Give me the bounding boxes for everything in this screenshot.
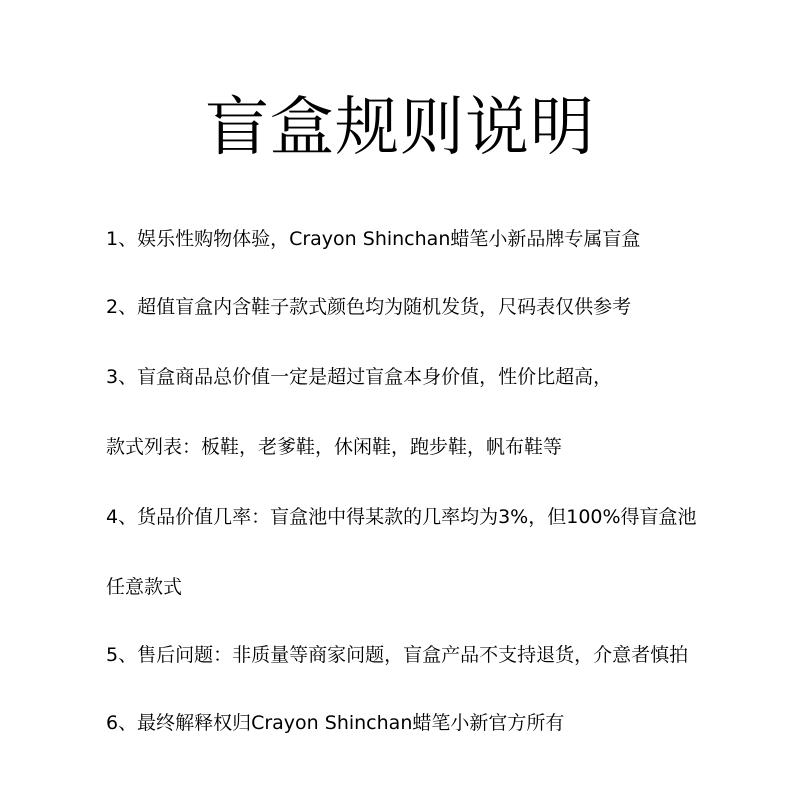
- rule-line-5: 5、售后问题：非质量等商家问题，盲盒产品不支持退货，介意者慎拍: [106, 644, 689, 666]
- rule-line-6: 6、最终解释权归Crayon Shinchan蜡笔小新官方所有: [106, 712, 565, 734]
- rule-line-4: 4、货品价值几率：盲盒池中得某款的几率均为3%，但100%得盲盒池: [106, 506, 697, 528]
- rule-line-2: 2、超值盲盒内含鞋子款式颜色均为随机发货，尺码表仅供参考: [106, 296, 632, 318]
- rule-line-4-continued: 任意款式: [106, 576, 183, 598]
- rule-line-1: 1、娱乐性购物体验，Crayon Shinchan蜡笔小新品牌专属盲盒: [106, 228, 641, 250]
- page-title: 盲盒规则说明: [205, 91, 595, 165]
- rule-line-3-continued: 款式列表：板鞋，老爹鞋，休闲鞋，跑步鞋，帆布鞋等: [106, 436, 563, 458]
- rule-line-3: 3、盲盒商品总价值一定是超过盲盒本身价值，性价比超高，: [106, 366, 613, 388]
